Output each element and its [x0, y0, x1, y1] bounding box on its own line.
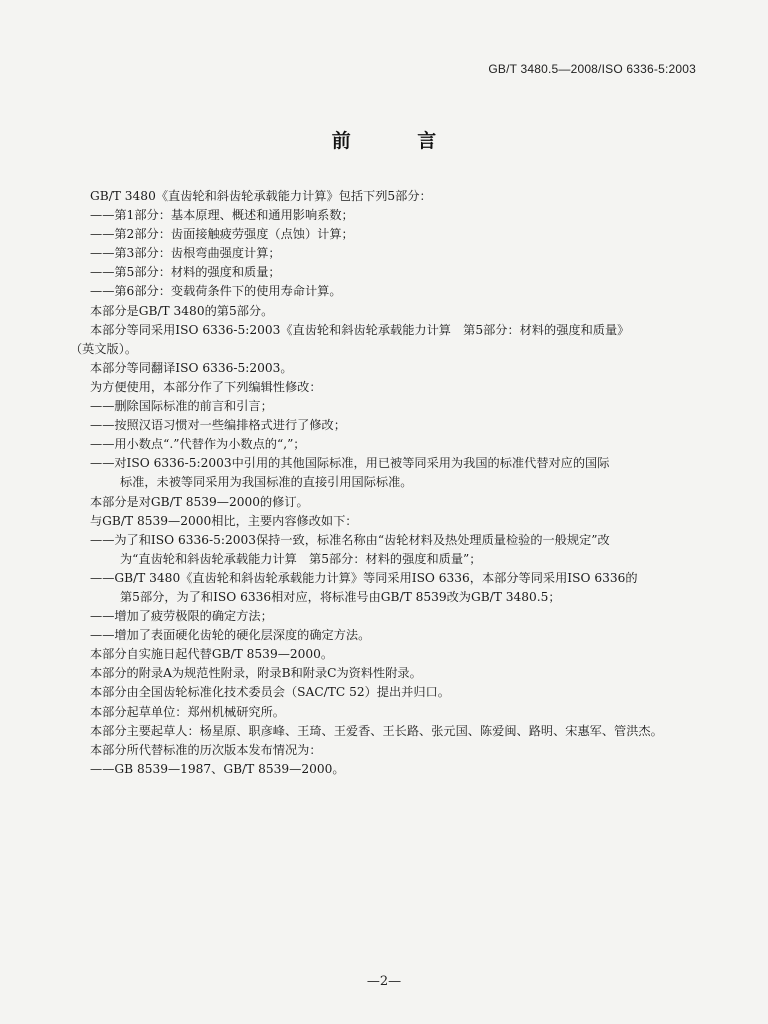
list-item: ——GB 8539—1987、GB/T 8539—2000。: [90, 761, 345, 776]
paragraph-line: 本部分是GB/T 3480的第5部分。: [90, 303, 274, 318]
list-item: ——第1部分：基本原理、概述和通用影响系数；: [90, 208, 354, 223]
paragraph-line: 本部分所代替标准的历次版本发布情况为：: [90, 742, 322, 757]
list-item: ——对ISO 6336-5:2003中引用的其他国际标准，用已被等同采用为我国的标准代替对应的国际: [90, 456, 610, 471]
paragraph-line: 本部分主要起草人：杨星原、职彦峰、王琦、王爱香、王长路、张元国、陈爱闽、路明、宋惠军、管洪杰。: [90, 723, 663, 738]
paragraph-line: 本部分的附录A为规范性附录，附录B和附录C为资料性附录。: [90, 666, 422, 681]
paragraph-line: 本部分是对GB/T 8539—2000的修订。: [90, 494, 309, 509]
foreword-body: [70, 187, 706, 779]
list-item: ——增加了表面硬化齿轮的硬化层深度的确定方法。: [90, 628, 371, 643]
paragraph-line: 本部分等同翻译ISO 6336-5:2003。: [90, 360, 293, 375]
paragraph-line: （英文版）。: [70, 341, 138, 356]
paragraph-line: GB/T 3480《直齿轮和斜齿轮承载能力计算》包括下列5部分：: [90, 189, 432, 203]
paragraph-line: 与GB/T 8539—2000相比，主要内容修改如下：: [90, 513, 358, 528]
list-item: ——用小数点“.”代替作为小数点的“,”；: [90, 437, 306, 452]
list-item: ——按照汉语习惯对一些编排格式进行了修改；: [90, 418, 346, 433]
list-item: ——第5部分：材料的强度和质量；: [90, 265, 281, 280]
list-item-continuation: 为“直齿轮和斜齿轮承载能力计算 第5部分：材料的强度和质量”；: [120, 551, 482, 566]
list-item: ——删除国际标准的前言和引言；: [90, 399, 273, 414]
standard-code-header: GB/T 3480.5—2008/ISO 6336-5:2003: [488, 62, 696, 76]
list-item: ——第6部分：变载荷条件下的使用寿命计算。: [90, 284, 342, 299]
list-item: ——增加了疲劳极限的确定方法；: [90, 609, 273, 624]
paragraph-line: 本部分由全国齿轮标准化技术委员会（SAC/TC 52）提出并归口。: [90, 685, 450, 700]
paragraph-line: 本部分自实施日起代替GB/T 8539—2000。: [90, 647, 334, 662]
paragraph-line: 本部分等同采用ISO 6336-5:2003《直齿轮和斜齿轮承载能力计算 第5部分：材料的强度和质量》: [90, 322, 630, 337]
list-item: ——为了和ISO 6336-5:2003保持一致，标准名称由“齿轮材料及热处理质量检验的一般规定”改: [90, 532, 610, 547]
list-item-continuation: 第5部分，为了和ISO 6336相对应，将标准号由GB/T 8539改为GB/T 3480.5；: [120, 589, 561, 604]
list-item: ——第3部分：齿根弯曲强度计算；: [90, 246, 281, 261]
list-item-continuation: 标准，未被等同采用为我国标准的直接引用国际标准。: [120, 475, 413, 490]
list-item: ——GB/T 3480《直齿轮和斜齿轮承载能力计算》等同采用ISO 6336，本部分等同采用ISO 6336的: [90, 570, 638, 585]
paragraph-line: 为方便使用，本部分作了下列编辑性修改：: [90, 379, 322, 394]
list-item: ——第2部分：齿面接触疲劳强度（点蚀）计算；: [90, 227, 354, 242]
page-title: 前 言: [331, 130, 467, 152]
paragraph-line: 本部分起草单位：郑州机械研究所。: [90, 704, 285, 719]
page-number: —2—: [366, 974, 402, 989]
